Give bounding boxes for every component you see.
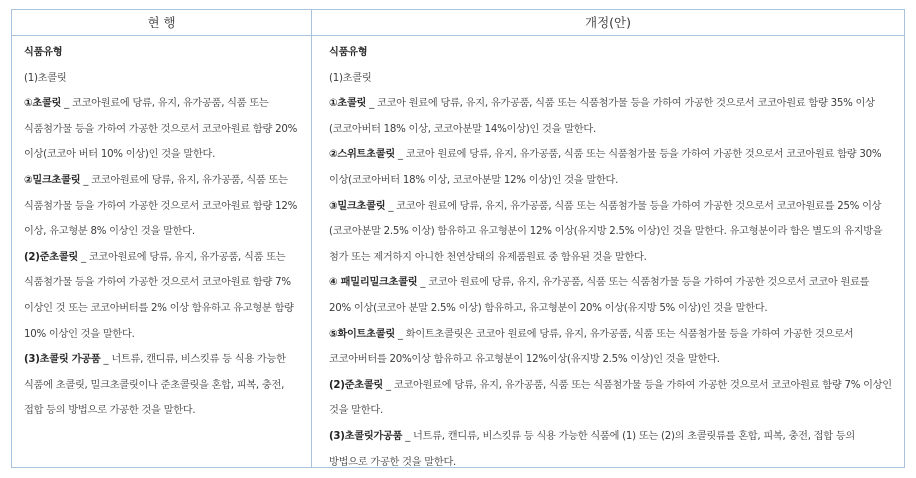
item-term: ②스위트초콜릿	[329, 149, 395, 161]
item-term: ③밀크초콜릿	[329, 200, 386, 212]
item-term: (2)준초콜릿	[329, 379, 384, 391]
item-text: _ 코코아원료에 당류, 유지, 유가공품, 식품 또는 식품첨가물 등을 가하여 가공한 것으로서 코코아원료 함량 12% 이상, 유고형분 8% 이상인 것을 말한다.	[24, 174, 297, 238]
item-term: (3)초콜릿 가공품	[24, 354, 101, 366]
item-text: _ 너트류, 캔디류, 비스킷류 등 식용 가능한 식품에 (1) 또는 (2)의 초콜릿류를 혼합, 피복, 충전, 접합 등의 방법으로 가공한 것을 말한다.	[329, 430, 856, 468]
revised-item-chocolate	[329, 91, 894, 142]
item-term: ④ 패밀리밀크초콜릿	[329, 277, 418, 289]
current-subheading: (1)초콜릿	[24, 72, 67, 84]
header-current: 현 행	[12, 10, 312, 36]
item-text: _ 코코아 원료에 당류, 유지, 유가공품, 식품 또는 식품첨가물 등을 가하여 가공한 것으로서 코코아 원료를 20% 이상(코코아 분말 2.5% 이상) 함유하고, 유고형분이 20% 이상(유지방 5% 이상)인 것을 말한다.	[329, 277, 870, 314]
current-item-milk-chocolate	[24, 168, 301, 245]
item-text: _ 코코아원료에 당류, 유지, 유가공품, 식품 또는 식품첨가물 등을 가하여 가공한 것으로서 코코아원료 함량 7% 이상인 것 또는 코코아버터를 2% 이상 함유하고 유고형분 함량 10% 이상인 것을 말한다.	[24, 251, 294, 340]
revised-item-chocolate-product	[329, 424, 894, 475]
revised-item-milk-chocolate	[329, 194, 894, 271]
revised-column	[312, 36, 904, 467]
item-text: _ 코코아 원료에 당류, 유지, 유가공품, 식품 또는 식품첨가물 등을 가하여 가공한 것으로서 코코아원료를 25% 이상(코코아분말 2.5% 이상) 함유하고 유고형분이 12% 이상(유지방 2.5% 이상)인 것을 말한다. 유고형분이라 함은 별도의 유지방을 첨가 또는 제거하지 아니한 천연상태의 유제품원료 중 함유된 것을 말한다.	[329, 200, 883, 263]
item-term: ⑤화이트초콜릿	[329, 328, 395, 340]
header-revised: 개정(안)	[312, 10, 904, 36]
current-item-chocolate-product	[24, 347, 301, 424]
item-term: ②밀크초콜릿	[24, 174, 81, 186]
revised-subheading: (1)초콜릿	[329, 72, 372, 84]
revised-item-semi-chocolate	[329, 373, 894, 424]
item-text: _ 코코아원료에 당류, 유지, 유가공품, 식품 또는 식품첨가물 등을 가하여 가공한 것으로서 코코아원료 함량 20%이상(코코아 버터 10% 이상)인 것을 말한다.	[24, 98, 297, 161]
current-column	[12, 36, 312, 467]
current-item-semi-chocolate	[24, 245, 301, 347]
item-term: (3)초콜릿가공품	[329, 430, 403, 442]
comparison-table	[11, 9, 905, 468]
item-term: ①초콜릿	[24, 98, 62, 110]
current-title: 식품유형	[24, 47, 63, 58]
item-text: _ 너트류, 캔디류, 비스킷류 등 식용 가능한 식품에 초콜릿, 밀크초콜릿이나 준초콜릿을 혼합, 피복, 충전, 접합 등의 방법으로 가공한 것을 말한다.	[24, 354, 286, 417]
item-term: (2)준초콜릿	[24, 251, 79, 263]
revised-item-sweet-chocolate	[329, 142, 894, 193]
item-text: _ 코코아 원료에 당류, 유지, 유가공품, 식품 또는 식품첨가물 등을 가하여 가공한 것으로서 코코아원료 함량 35% 이상(코코아버터 18% 이상, 코코아분말 14%이상)인 것을 말한다.	[329, 98, 875, 135]
revised-title: 식품유형	[329, 47, 368, 58]
item-text: _ 화이트초콜릿은 코코아 원료에 당류, 유지, 유가공품, 식품 또는 식품첨가물 등을 가하여 가공한 것으로서 코코아버터를 20%이상 함유하고 유고형분이 12%이상(유지방 2.5% 이상)인 것을 말한다.	[329, 328, 854, 366]
item-term: ①초콜릿	[329, 98, 367, 110]
item-text: _ 코코아 원료에 당류, 유지, 유가공품, 식품 또는 식품첨가물 등을 가하여 가공한 것으로서 코코아원료 함량 30% 이상(코코아버터 18% 이상, 코코아분말 12% 이상)인 것을 말한다.	[329, 149, 882, 186]
current-item-chocolate	[24, 91, 301, 168]
item-text: _ 코코아원료에 당류, 유지, 유가공품, 식품 또는 식품첨가물 등을 가하여 가공한 것으로서 코코아원료 함량 7% 이상인 것을 말한다.	[329, 379, 892, 417]
revised-item-white-chocolate	[329, 322, 894, 373]
revised-item-family-milk-chocolate	[329, 270, 894, 321]
